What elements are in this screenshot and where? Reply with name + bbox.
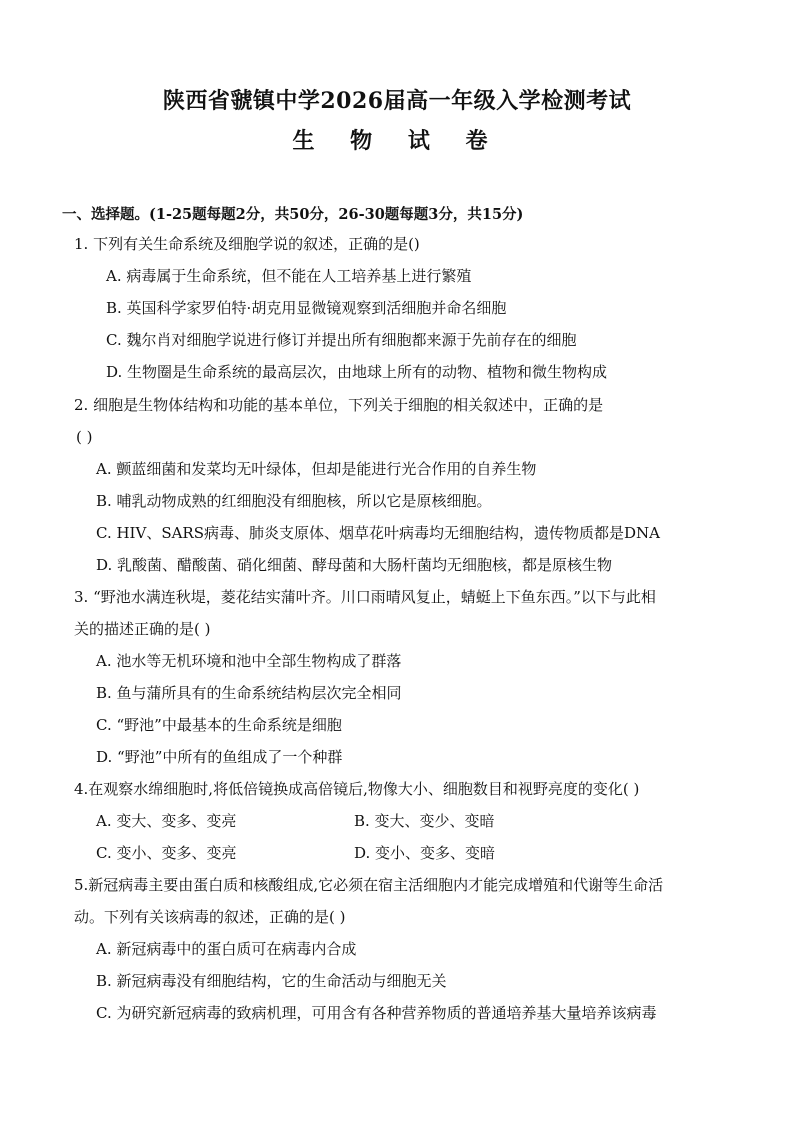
question-1 bbox=[74, 228, 734, 388]
question-5 bbox=[74, 869, 734, 1029]
option-d: D. “野池”中所有的鱼组成了一个种群 bbox=[96, 748, 343, 766]
option-a: A. 颤蓝细菌和发菜均无叶绿体，但却是能进行光合作用的自养生物 bbox=[96, 460, 537, 478]
question-stem-continued: 动。下列有关该病毒的叙述，正确的是( ) bbox=[74, 908, 346, 926]
question-2 bbox=[74, 389, 734, 581]
option-a: A. 池水等无机环境和池中全部生物构成了群落 bbox=[96, 652, 402, 670]
question-stem: 5.新冠病毒主要由蛋白质和核酸组成,它必须在宿主活细胞内才能完成增殖和代谢等生命活 bbox=[74, 876, 664, 894]
option-b: B. 鱼与蒲所具有的生命系统结构层次完全相同 bbox=[96, 684, 402, 702]
question-stem-continued: ( ) bbox=[76, 428, 93, 446]
question-stem: 3. “野池水满连秋堤，菱花结实蒲叶齐。川口雨晴风复止，蜻蜓上下鱼东西。”以下与此相 bbox=[74, 588, 656, 606]
option-a: A. 变大、变多、变亮 bbox=[96, 812, 237, 830]
options-row-1 bbox=[74, 805, 734, 837]
option-b: B. 变大、变少、变暗 bbox=[354, 812, 495, 830]
option-a: A. 新冠病毒中的蛋白质可在病毒内合成 bbox=[96, 940, 357, 958]
option-c: C. 变小、变多、变亮 bbox=[96, 844, 237, 862]
exam-subtitle: 生 物 试 卷 bbox=[292, 128, 502, 154]
question-stem: 4.在观察水绵细胞时,将低倍镜换成高倍镜后,物像大小、细胞数目和视野亮度的变化( ) bbox=[74, 780, 640, 798]
option-b: B. 哺乳动物成熟的红细胞没有细胞核，所以它是原核细胞。 bbox=[96, 492, 492, 510]
option-b: B. 英国科学家罗伯特·胡克用显微镜观察到活细胞并命名细胞 bbox=[106, 299, 507, 317]
question-4 bbox=[74, 773, 734, 869]
question-3 bbox=[74, 581, 734, 773]
option-c: C. 魏尔肖对细胞学说进行修订并提出所有细胞都来源于先前存在的细胞 bbox=[106, 331, 577, 349]
option-c: C. HIV、SARS病毒、肺炎支原体、烟草花叶病毒均无细胞结构，遗传物质都是DNA bbox=[96, 524, 660, 542]
option-a: A. 病毒属于生命系统，但不能在人工培养基上进行繁殖 bbox=[106, 267, 472, 285]
exam-title: 陕西省虢镇中学2026届高一年级入学检测考试 bbox=[162, 88, 632, 114]
option-c: C. “野池”中最基本的生命系统是细胞 bbox=[96, 716, 342, 734]
option-d: D. 生物圈是生命系统的最高层次，由地球上所有的动物、植物和微生物构成 bbox=[106, 363, 608, 381]
option-d: D. 变小、变多、变暗 bbox=[354, 844, 496, 862]
options-row-2 bbox=[74, 837, 734, 869]
option-b: B. 新冠病毒没有细胞结构，它的生命活动与细胞无关 bbox=[96, 972, 447, 990]
section-heading: 一、选择题。(1-25题每题2分，共50分，26-30题每题3分，共15分) bbox=[62, 206, 524, 223]
question-stem-continued: 关的描述正确的是( ) bbox=[74, 620, 211, 638]
question-stem: 2. 细胞是生物体结构和功能的基本单位，下列关于细胞的相关叙述中，正确的是 bbox=[74, 396, 604, 414]
question-stem: 1. 下列有关生命系统及细胞学说的叙述，正确的是() bbox=[74, 235, 420, 253]
option-d: D. 乳酸菌、醋酸菌、硝化细菌、酵母菌和大肠杆菌均无细胞核，都是原核生物 bbox=[96, 556, 613, 574]
option-c: C. 为研究新冠病毒的致病机理，可用含有各种营养物质的普通培养基大量培养该病毒 bbox=[96, 1004, 657, 1022]
